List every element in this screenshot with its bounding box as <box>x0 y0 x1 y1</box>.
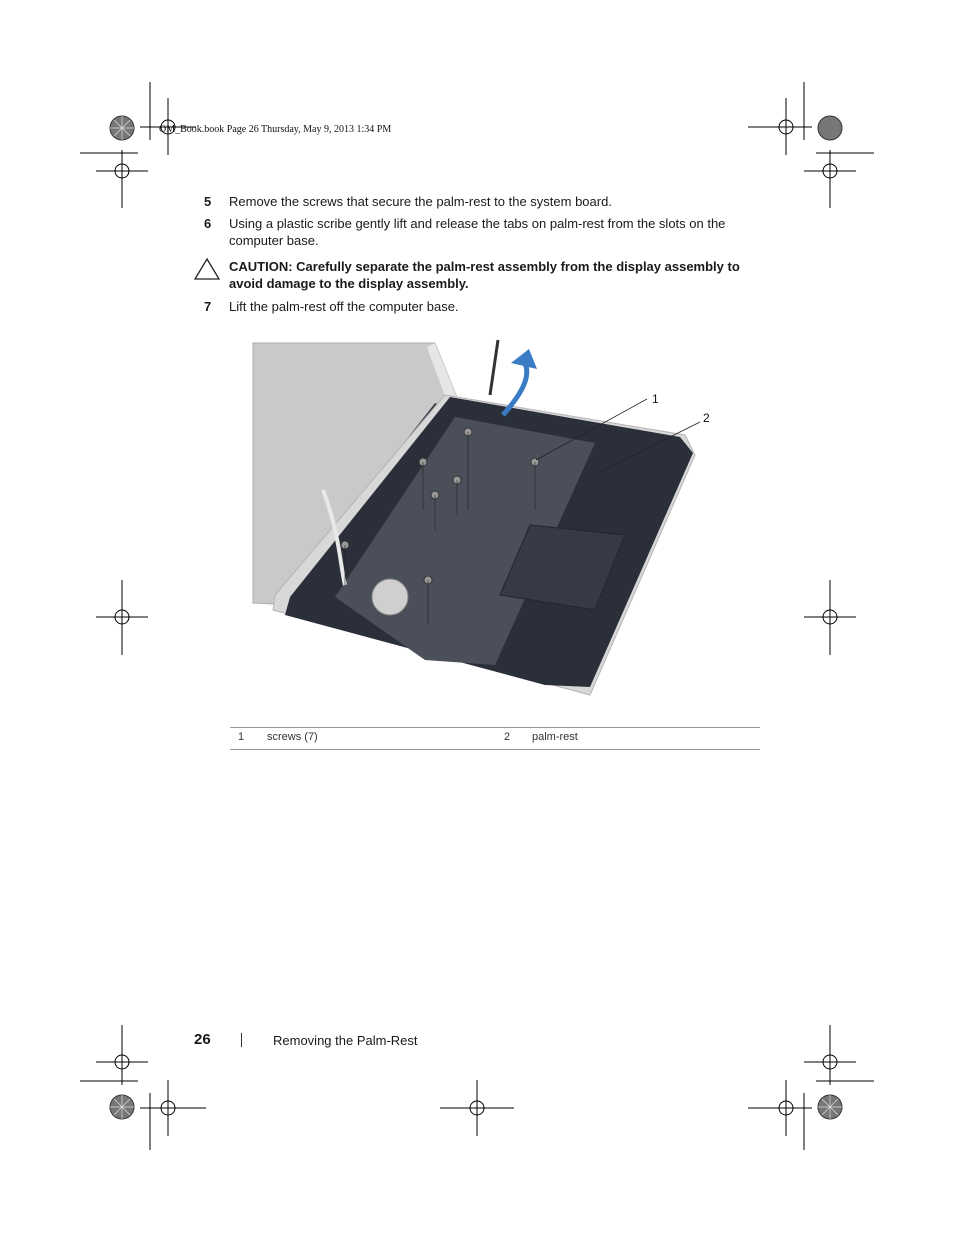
figure-legend <box>230 727 760 750</box>
legend-number: 2 <box>504 731 511 743</box>
legend-label: palm-rest <box>532 731 578 743</box>
page-number: 26 <box>194 1031 211 1048</box>
print-header: OM_Book.book Page 26 Thursday, May 9, 2013 1:34 PM <box>159 124 392 135</box>
step-text: Lift the palm-rest off the computer base. <box>229 299 459 314</box>
legend-number: 1 <box>238 731 245 743</box>
footer-divider <box>241 1033 242 1047</box>
section-title: Removing the Palm-Rest <box>273 1033 418 1048</box>
step-text: Remove the screws that secure the palm-rest to the system board. <box>229 194 612 209</box>
step-number: 7 <box>204 299 212 314</box>
step-text: Using a plastic scribe gently lift and release the tabs on palm-rest from the slots on the computer base. <box>229 216 726 248</box>
palm-rest-illustration <box>245 335 715 700</box>
caution-triangle-icon <box>194 258 220 280</box>
caution-text: CAUTION: Carefully separate the palm-rest assembly from the display assembly to avoid damage to the display assembly. <box>229 259 740 291</box>
step-number: 5 <box>204 194 212 209</box>
callout-1: 1 <box>652 392 659 406</box>
callout-2: 2 <box>703 411 710 425</box>
legend-label: screws (7) <box>267 731 318 743</box>
step-number: 6 <box>204 216 212 231</box>
